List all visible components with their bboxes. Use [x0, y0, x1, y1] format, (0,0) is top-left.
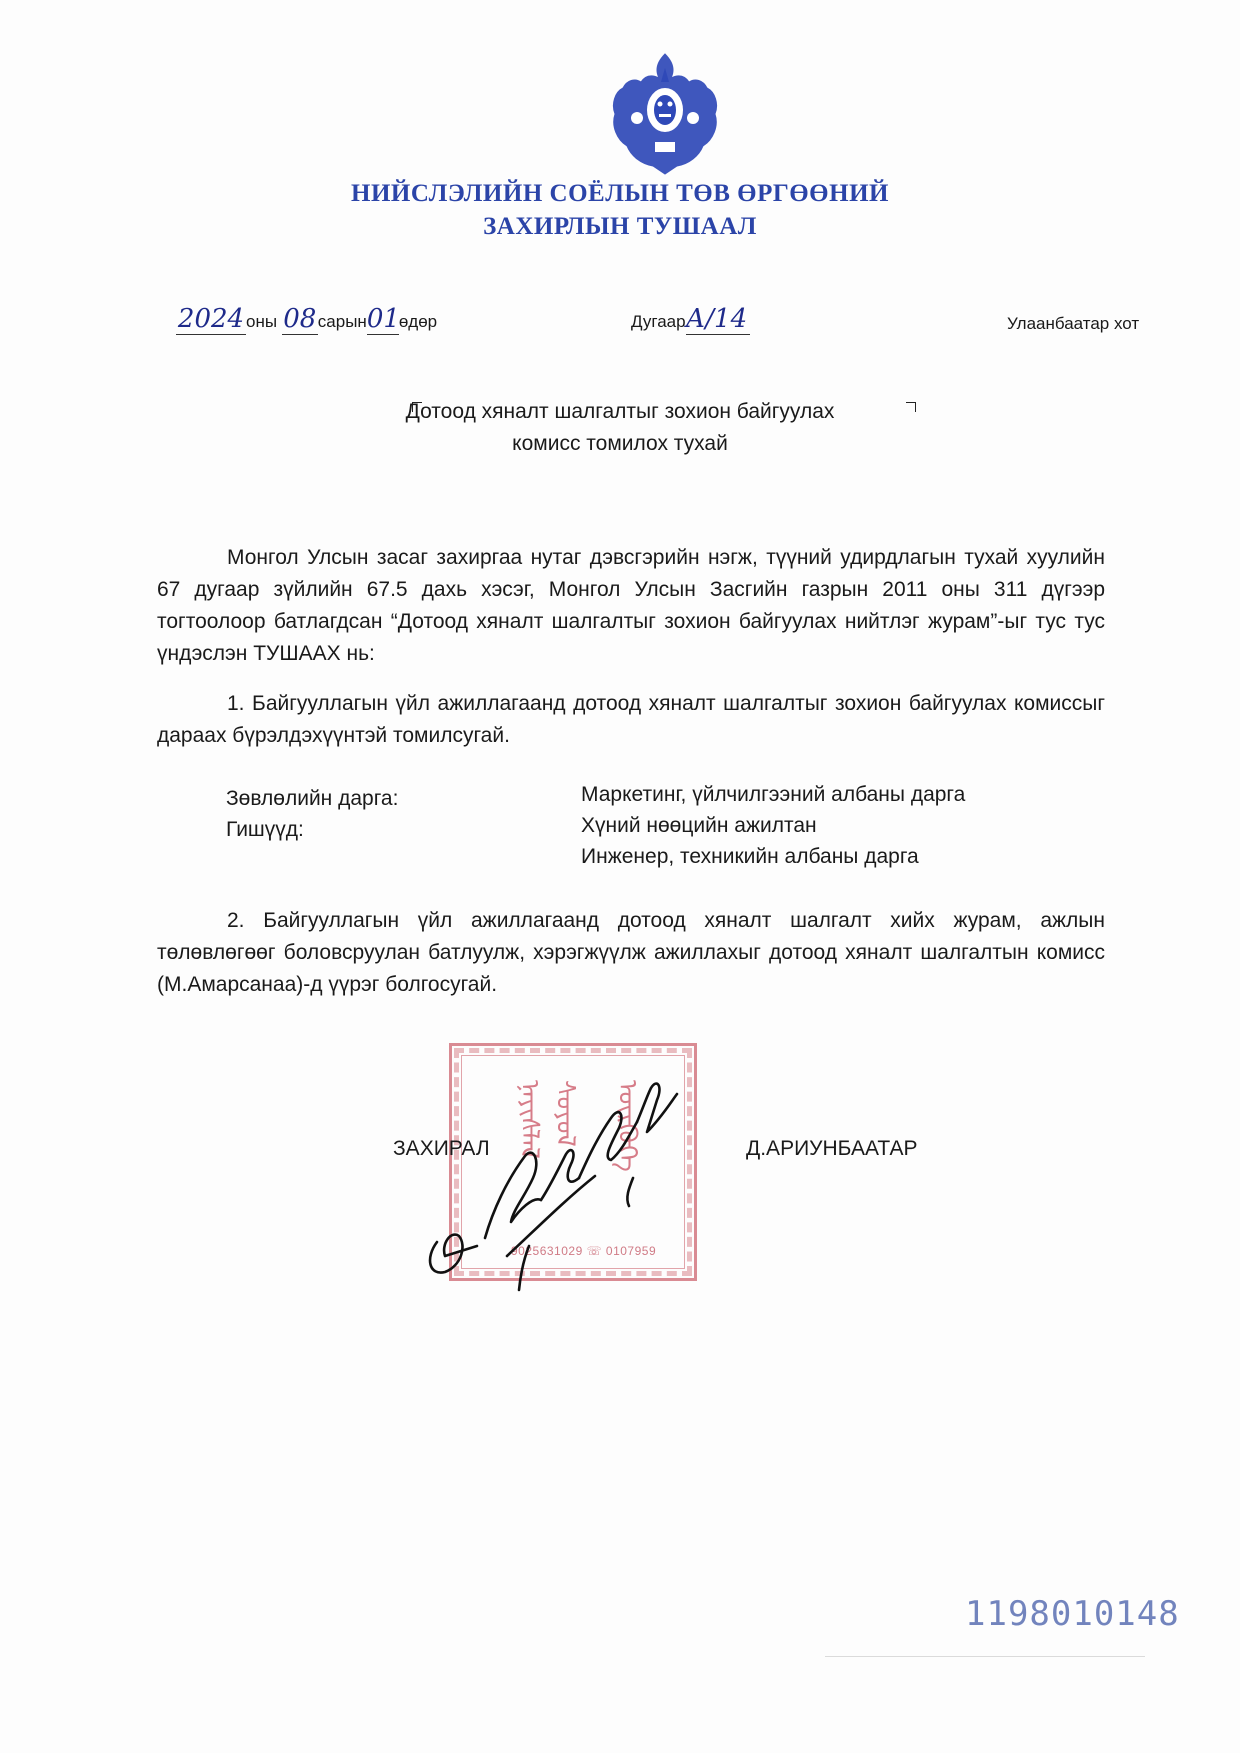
day-handwritten: 01 — [366, 304, 400, 334]
number-label: Дугаар — [631, 312, 686, 331]
date-line — [176, 304, 437, 335]
title-line-1: НИЙСЛЭЛИЙН СОЁЛЫН ТӨВ ӨРГӨӨНИЙ — [351, 180, 889, 207]
stamp-script-column: ᠥᠷᠭᠥᠭᠡ — [612, 1080, 642, 1172]
month-suffix: сарын — [317, 312, 367, 331]
month-handwritten: 08 — [283, 304, 317, 334]
member-1: Хүний нөөцийн ажилтан — [581, 814, 817, 837]
item-2-paragraph: 2. Байгууллагын үйл ажиллагаанд дотоод хяналт шалгалт хийх журам, ажлын төлөвлөгөөг боловсруулан батлуулж, хэрэгжүүлж ажиллахыг дотоод хяналт шалгалтын комисс (М.Амарсанаа)-д үүрэг болгосугай. — [157, 909, 1105, 996]
intro-paragraph: Монгол Улсын засаг захиргаа нутаг дэвсгэрийн нэгж, түүний удирдлагын тухай хуулийн 67 дугаар зүйлийн 67.5 дахь хэсэг, Монгол Улсын Засгийн газрын 2011 оны 311 дүгээр тогтоолоор батлагдсан “Дотоод хяналт шалгалтыг зохион байгуулах нийтлэг журам”-ыг тус тус үндэслэн ТУШААХ нь: — [157, 546, 1105, 665]
position-label: ЗАХИРАЛ — [393, 1137, 490, 1160]
order-number — [631, 304, 750, 335]
chair-value: Маркетинг, үйлчилгээний албаны дарга — [581, 783, 966, 806]
archive-number: 1198010148 — [965, 1594, 1180, 1634]
year-handwritten: 2024 — [177, 304, 245, 334]
stamp-script-column: ᠨᠡᠶᠢᠰᠯᠡᠯ — [514, 1080, 544, 1159]
item-1-paragraph: 1. Байгууллагын үйл ажиллагаанд дотоод хяналт шалгалтыг зохион байгуулах комиссыг дараах бүрэлдэхүүнтэй томилсугай. — [157, 692, 1105, 747]
number-handwritten: А/14 — [686, 304, 750, 335]
year-suffix: оны — [246, 312, 278, 331]
handwritten-signature — [415, 1060, 715, 1310]
subject-line-2: комисс томилох тухай — [512, 432, 728, 455]
member-2: Инженер, техникийн албаны дарга — [581, 845, 919, 868]
signatory-name: Д.АРИУНБААТАР — [746, 1137, 918, 1160]
title-line-2: ЗАХИРЛЫН ТУШААЛ — [483, 213, 757, 240]
subject-line-1: Дотоод хяналт шалгалтыг зохион байгуулах — [405, 400, 835, 423]
stamp-number: 9025631029 ☏ 0107959 — [511, 1244, 657, 1258]
members-label: Гишүүд: — [226, 818, 304, 841]
state-emblem-icon — [605, 48, 725, 178]
day-suffix: өдөр — [398, 312, 438, 331]
stamp-script-column: ᠰᠣᠶᠣᠯ — [550, 1080, 580, 1147]
city: Улаанбаатар хот — [1007, 314, 1140, 333]
chair-label: Зөвлөлийн дарга: — [226, 787, 399, 810]
